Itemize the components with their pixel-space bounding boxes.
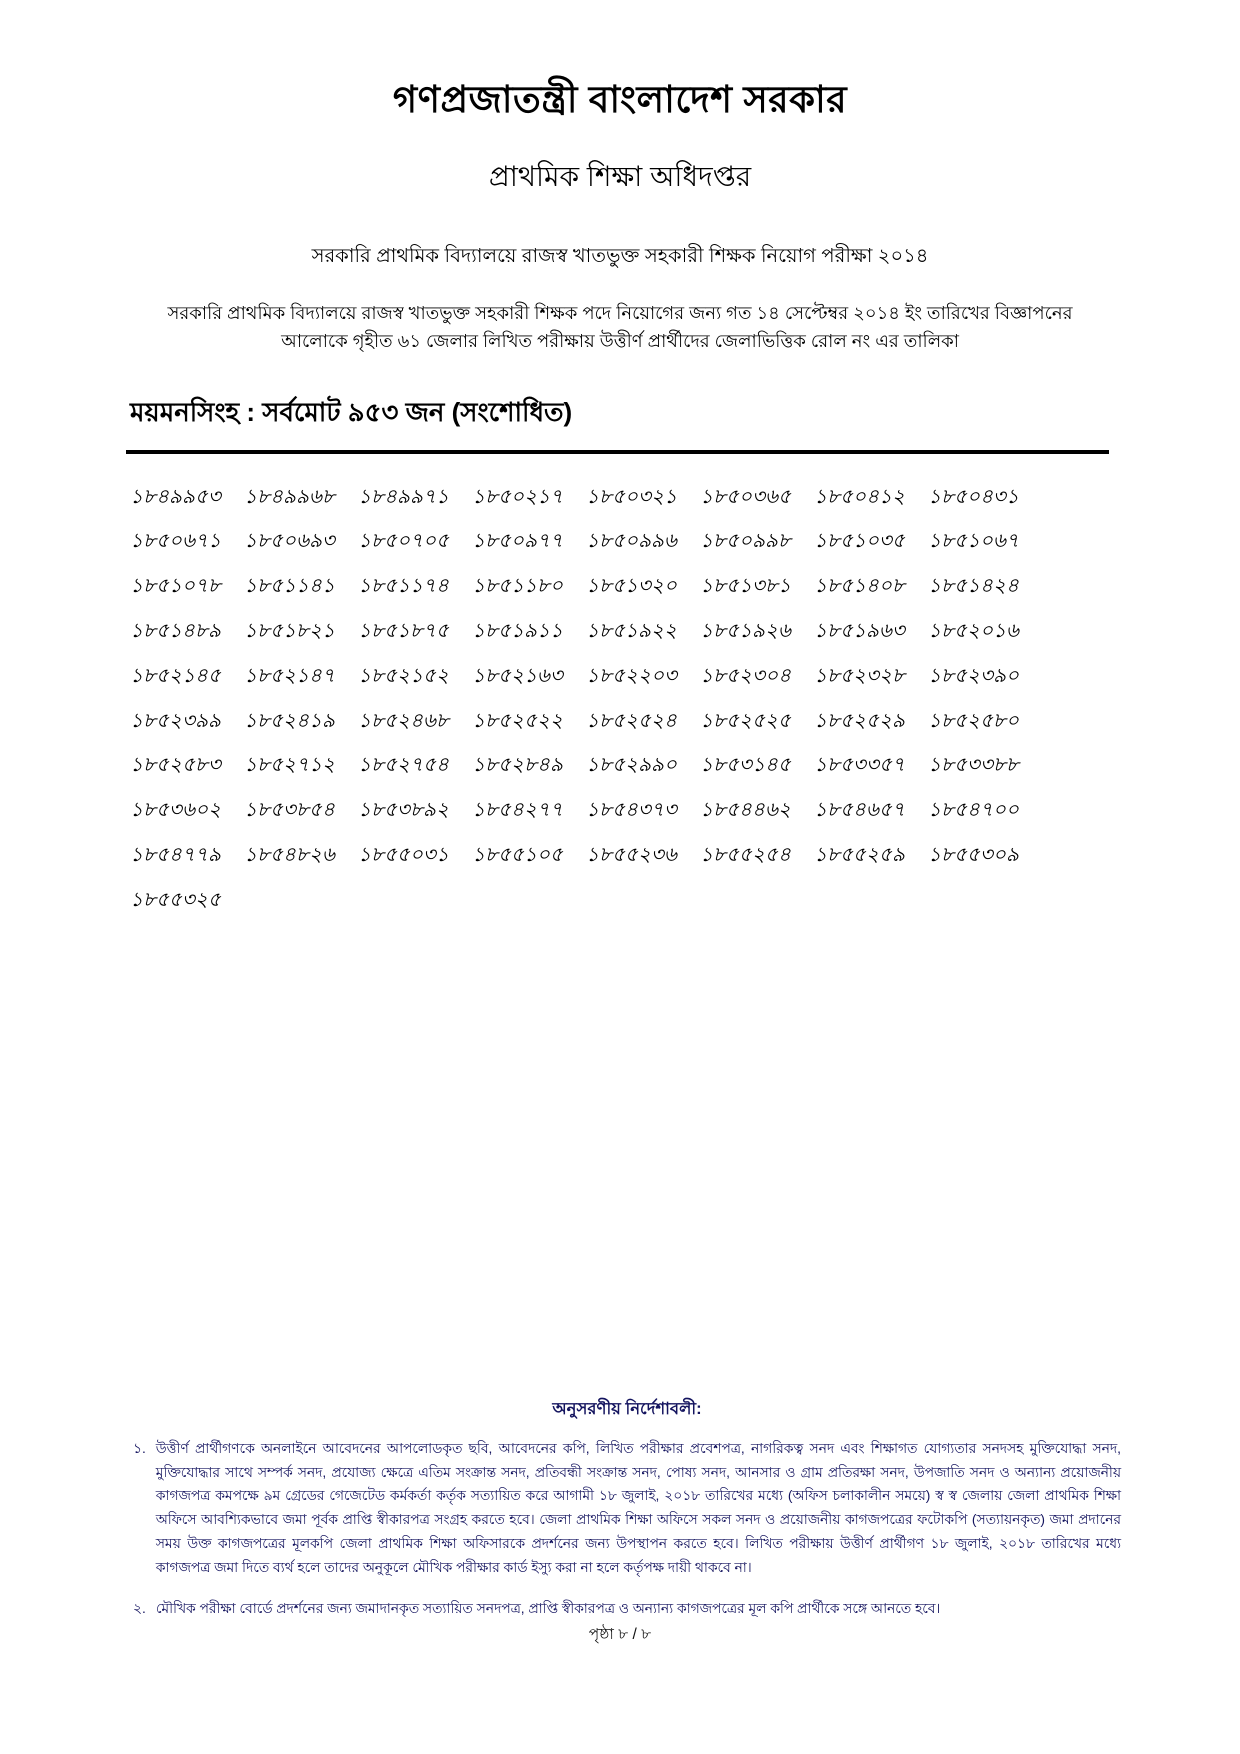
roll-number: ১৮৫১০৩৫ (814, 530, 905, 553)
roll-number: ১৮৫০৯৯৬ (586, 530, 677, 553)
roll-number: ১৮৫২৫৮৩ (130, 754, 221, 777)
roll-number: ১৮৫২১৫২ (358, 664, 449, 687)
roll-number: ১৮৫১৯২৬ (700, 620, 791, 643)
roll-number: ১৮৫৫০৩১ (358, 844, 449, 867)
roll-number: ১৮৫৫৩২৫ (130, 888, 221, 911)
roll-number: ১৮৫১১৪১ (244, 575, 335, 598)
roll-number: ১৮৫৩১৪৫ (700, 754, 791, 777)
roll-number: ১৮৫২১৬৩ (472, 664, 563, 687)
roll-number: ১৮৫০৩২১ (586, 485, 677, 508)
roll-number: ১৮৫৫২৫৪ (700, 844, 791, 867)
instructions-section (133, 1396, 1121, 1639)
directorate-title: প্রাথমিক শিক্ষা অধিদপ্তর (488, 161, 752, 192)
roll-number: ১৮৫১৯২২ (586, 620, 677, 643)
roll-number: ১৮৫২৭১২ (244, 754, 335, 777)
roll-number: ১৮৫১৮২১ (244, 620, 335, 643)
roll-number: ১৮৫১৯৬৩ (814, 620, 905, 643)
roll-number: ১৮৫২৪১৯ (244, 709, 335, 732)
instruction-number: ১. (133, 1441, 146, 1456)
roll-number: ১৮৫৩৬০২ (130, 799, 221, 822)
roll-number: ১৮৫২২০৩ (586, 664, 677, 687)
roll-number: ১৮৫০৬৯৩ (244, 530, 335, 553)
roll-number: ১৮৫০৩৬৫ (700, 485, 791, 508)
roll-number: ১৮৫১০৬৭ (928, 530, 1019, 553)
roll-number: ১৮৫০৭০৫ (358, 530, 449, 553)
roll-number: ১৮৪৯৯৬৮ (244, 485, 335, 508)
exam-title: সরকারি প্রাথমিক বিদ্যালয়ে রাজস্ব খাতভুক্ত সহকারী শিক্ষক নিয়োগ পরীক্ষা ২০১৪ (311, 245, 929, 267)
roll-number: ১৮৫৩৮৯২ (358, 799, 449, 822)
roll-number: ১৮৫৪৪৬২ (700, 799, 791, 822)
roll-number: ১৮৫৪৭৭৯ (130, 844, 221, 867)
roll-number: ১৮৫১১৭৪ (358, 575, 449, 598)
roll-number: ১৮৫২৫২৯ (814, 709, 905, 732)
roll-number: ১৮৫৫২৫৯ (814, 844, 905, 867)
instruction-item-2 (133, 1597, 1121, 1621)
roll-number: ১৮৫২৮৪৯ (472, 754, 563, 777)
page-number-label: পৃষ্ঠা ৮ / ৮ (588, 1626, 652, 1643)
roll-number: ১৮৫৪৭০০ (928, 799, 1019, 822)
notice-description: সরকারি প্রাথমিক বিদ্যালয়ে রাজস্ব খাতভুক্ত সহকারী শিক্ষক পদে নিয়োগের জন্য গত ১৪ সেপ্টেম্বর ২০১৪ ইং তারিখের বিজ্ঞাপনের আলোকে গৃহীত ৬১ জেলার লিখিত পরীক্ষায় উত্তীর্ণ প্রার্থীদের জেলাভিত্তিক রোল নং এর তালিকা (167, 303, 1073, 351)
roll-number: ১৮৫১০৭৮ (130, 575, 221, 598)
instruction-text: উত্তীর্ণ প্রার্থীগণকে অনলাইনে আবেদনের আপলোডকৃত ছবি, আবেদনের কপি, লিখিত পরীক্ষার প্রবেশপত্র, নাগরিকত্ব সনদ এবং শিক্ষাগত যোগ্যতার সনদসহ মুক্তিযোদ্ধা সনদ, মুক্তিযোদ্ধার সাথে সম্পর্ক সনদ, প্রযোজ্য ক্ষেত্রে এতিম সংক্রান্ত সনদ, প্রতিবন্ধী সংক্রান্ত সনদ, পোষ্য সনদ, আনসার ও গ্রাম প্রতিরক্ষা সনদ, উপজাতি সনদ ও অন্যান্য প্রয়োজনীয় কাগজপত্র কমপক্ষে ৯ম গ্রেডের গেজেটেড কর্মকর্তা কর্তৃক সত্যায়িত করে আগামী ১৮ জুলাই, ২০১৮ তারিখের মধ্যে (অফিস চলাকালীন সময়ে) স্ব স্ব জেলায় জেলা প্রাথমিক শিক্ষা অফিসে আবশ্যিকভাবে জমা পূর্বক প্রাপ্তি স্বীকারপত্র সংগ্রহ করতে হবে। জেলা প্রাথমিক শিক্ষা অফিসে সকল সনদ ও প্রয়োজনীয় কাগজপত্রের ফটোকপি (সত্যায়নকৃত) জমা প্রদানের সময় উক্ত কাগজপত্রের মূলকপি জেলা প্রাথমিক শিক্ষা অফিসারকে প্রদর্শনের জন্য উপস্থাপন করতে হবে। লিখিত পরীক্ষায় উত্তীর্ণ প্রার্থীগণ ১৮ জুলাই, ২০১৮ তারিখের মধ্যে কাগজপত্র জমা দিতে ব্যর্থ হলে তাদের অনুকূলে মৌখিক পরীক্ষার কার্ড ইস্যু করা না হলে কর্তৃপক্ষ দায়ী থাকবে না। (155, 1441, 1121, 1575)
roll-number: ১৮৫৩৩৮৮ (928, 754, 1019, 777)
roll-number: ১৮৫২৫২৫ (700, 709, 791, 732)
roll-number: ১৮৫১১৮০ (472, 575, 563, 598)
document-header (0, 0, 1240, 356)
roll-number: ১৮৫০৯৭৭ (472, 530, 563, 553)
roll-number: ১৮৫১৪৮৯ (130, 620, 221, 643)
roll-number: ১৮৫০৬৭১ (130, 530, 221, 553)
government-title: গণপ্রজাতন্ত্রী বাংলাদেশ সরকার (392, 79, 848, 120)
roll-number: ১৮৫৫২৩৬ (586, 844, 677, 867)
instructions-title: অনুসরণীয় নির্দেশাবলী: (552, 1400, 702, 1418)
roll-number: ১৮৫৪২৭৭ (472, 799, 563, 822)
roll-number: ১৮৫১৯১১ (472, 620, 563, 643)
roll-number: ১৮৫২১৪৫ (130, 664, 221, 687)
instruction-item-1 (133, 1437, 1121, 1579)
roll-number: ১৮৫২৭৫৪ (358, 754, 449, 777)
roll-number: ১৮৪৯৯৭১ (358, 485, 449, 508)
roll-number: ১৮৫২৯৯০ (586, 754, 677, 777)
roll-number: ১৮৫১৩২০ (586, 575, 677, 598)
district-heading: ময়মনসিংহ : সর্বমোট ৯৫৩ জন (সংশোধিত) (130, 396, 573, 427)
roll-number: ১৮৫০৪৩১ (928, 485, 1019, 508)
roll-number: ১৮৫০২১৭ (472, 485, 563, 508)
roll-number: ১৮৫৩৮৫৪ (244, 799, 335, 822)
roll-number: ১৮৫৩৩৫৭ (814, 754, 905, 777)
roll-number: ১৮৫২৪৬৮ (358, 709, 449, 732)
roll-number: ১৮৫১৩৮১ (700, 575, 791, 598)
roll-number-grid (130, 476, 1042, 924)
roll-number: ১৮৫৪৮২৬ (244, 844, 335, 867)
roll-number: ১৮৫২৩২৮ (814, 664, 905, 687)
roll-number: ১৮৫৫১০৫ (472, 844, 563, 867)
roll-number: ১৮৫২১৪৭ (244, 664, 335, 687)
roll-number: ১৮৫০৪১২ (814, 485, 905, 508)
roll-number: ১৮৫১৪০৮ (814, 575, 905, 598)
roll-number: ১৮৫২৫৮০ (928, 709, 1019, 732)
roll-number: ১৮৫১৪২৪ (928, 575, 1019, 598)
roll-number: ১৮৫২৩৯০ (928, 664, 1019, 687)
roll-number: ১৮৫৪৩৭৩ (586, 799, 677, 822)
roll-number: ১৮৫২৫২২ (472, 709, 563, 732)
roll-number: ১৮৫২৫২৪ (586, 709, 677, 732)
roll-number: ১৮৫২৩০৪ (700, 664, 791, 687)
roll-number: ১৮৫২০১৬ (928, 620, 1019, 643)
heading-divider (126, 450, 1109, 454)
roll-number: ১৮৪৯৯৫৩ (130, 485, 221, 508)
instruction-number: ২. (133, 1601, 146, 1617)
instruction-text: মৌখিক পরীক্ষা বোর্ডে প্রদর্শনের জন্য জমাদানকৃত সত্যায়িত সনদপত্র, প্রাপ্তি স্বীকারপত্র ও অন্যান্য কাগজপত্রের মূল কপি প্রার্থীকে সঙ্গে আনতে হবে। (155, 1601, 941, 1617)
roll-number: ১৮৫২৩৯৯ (130, 709, 221, 732)
roll-number: ১৮৫০৯৯৮ (700, 530, 791, 553)
roll-number: ১৮৫৫৩০৯ (928, 844, 1019, 867)
roll-number: ১৮৫৪৬৫৭ (814, 799, 905, 822)
roll-number: ১৮৫১৮৭৫ (358, 620, 449, 643)
